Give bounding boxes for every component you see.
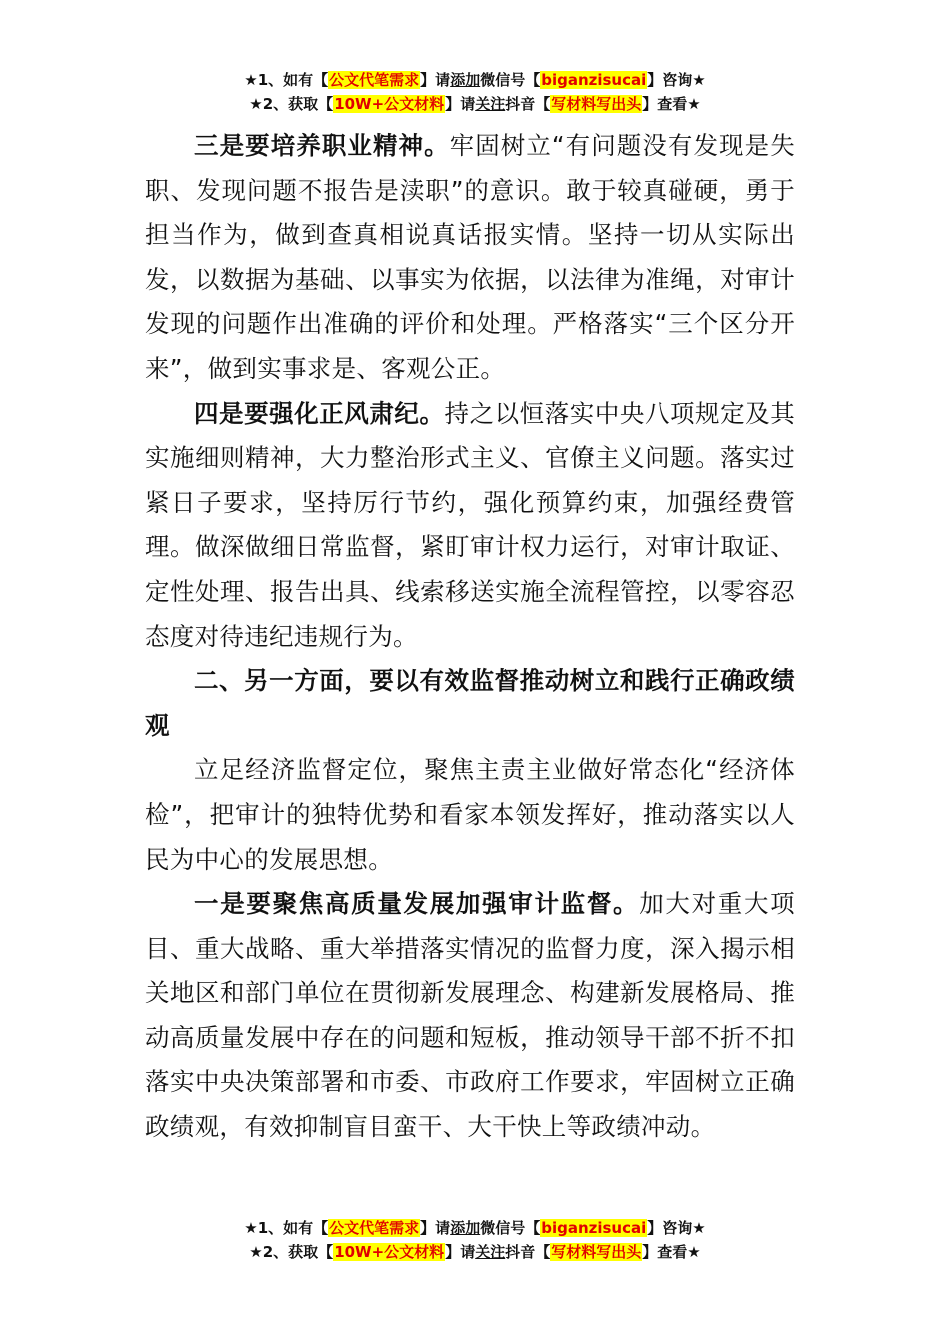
highlight-wechat-id: biganzisucai — [541, 1219, 647, 1237]
paragraph-5: 一是要聚焦高质量发展加强审计监督。加大对重大项目、重大战略、重大举措落实情况的监督力度，深入揭示相关地区和部门单位在贯彻新发展理念、构建新发展格局、推动高质量发展中存在的问题和短板，推动领导干部不折不扣落实中央决策部署和市委、市政府工作要求，牢固树立正确政绩观，有效抑制盲目蛮干、大干快上等政绩冲动。 — [145, 889, 795, 1142]
highlight-douyin: 写材料写出头 — [551, 1243, 642, 1261]
paragraph-4: 立足经济监督定位，聚焦主责主业做好常态化“经济体检”，把审计的独特优势和看家本领发挥好，推动落实以人民为中心的发展思想。 — [145, 755, 795, 874]
document-body — [145, 124, 795, 1150]
section-heading: 二、另一方面，要以有效监督推动树立和践行正确政绩观 — [145, 666, 795, 740]
banner-line-2: ★2、获取【10W+公文材料】请关注抖音【写材料写出头】查看★ — [249, 1243, 701, 1261]
header-banner — [0, 68, 950, 116]
highlight-materials: 10W+公文材料 — [334, 95, 445, 113]
highlight-wechat-id: biganzisucai — [541, 71, 647, 89]
footer-banner — [0, 1216, 950, 1264]
banner-line-1: ★1、如有【公文代笔需求】请添加微信号【biganzisucai】咨询★ — [244, 1219, 706, 1237]
highlight-service: 公文代笔需求 — [329, 71, 420, 89]
banner-line-2: ★2、获取【10W+公文材料】请关注抖音【写材料写出头】查看★ — [249, 95, 701, 113]
highlight-douyin: 写材料写出头 — [551, 95, 642, 113]
paragraph-1: 三是要培养职业精神。牢固树立“有问题没有发现是失职、发现问题不报告是渎职”的意识。敢于较真碰硬，勇于担当作为，做到查真相说真话报实情。坚持一切从实际出发，以数据为基础、以事实为依据，以法律为准绳，对审计发现的问题作出准确的评价和处理。严格落实“三个区分开来”，做到实事求是、客观公正。 — [145, 131, 795, 383]
paragraph-2: 四是要强化正风肃纪。持之以恒落实中央八项规定及其实施细则精神，大力整治形式主义、官僚主义问题。落实过紧日子要求，坚持厉行节约，强化预算约束，加强经费管理。做深做细日常监督，紧盯审计权力运行，对审计取证、定性处理、报告出具、线索移送实施全流程管控，以零容忍态度对待违纪违规行为。 — [145, 398, 796, 651]
banner-line-1: ★1、如有【公文代笔需求】请添加微信号【biganzisucai】咨询★ — [244, 71, 706, 89]
highlight-service: 公文代笔需求 — [329, 1219, 420, 1237]
highlight-materials: 10W+公文材料 — [334, 1243, 445, 1261]
